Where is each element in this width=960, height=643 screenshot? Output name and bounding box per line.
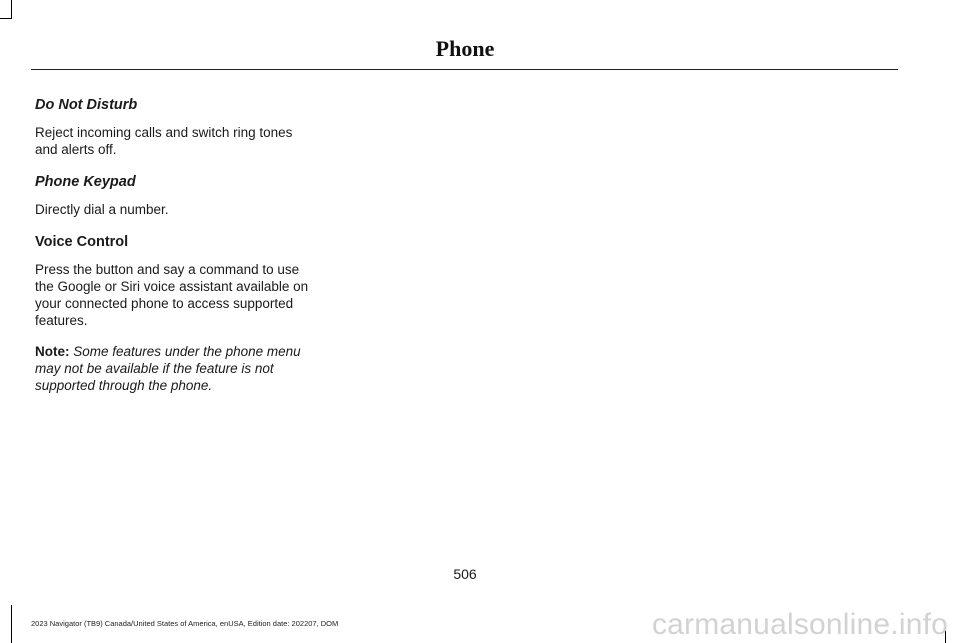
content-column [35,95,315,408]
heading-voice-control: Voice Control [35,234,129,250]
note-label: Note: [35,344,70,359]
page-header-title: Phone [435,36,495,61]
crop-mark-top-left-vertical [11,0,12,18]
note-text: Some features under the phone menu may not be available if the feature is not supported through the phone. [35,344,301,393]
crop-mark-top-left-horizontal [0,18,12,19]
paragraph-voice-control: Press the button and say a command to use the Google or Siri voice assistant available on your connected phone to access supported features. [35,262,309,328]
paragraph-phone-keypad: Directly dial a number. [35,202,169,217]
footer-edition-info: 2023 Navigator (TB9) Canada/United States of America, enUSA, Edition date: 202207, DOM [31,619,339,628]
heading-do-not-disturb: Do Not Disturb [35,97,138,113]
watermark-text: carmanualsonline.info [651,608,948,641]
page-number: 506 [453,566,477,582]
crop-mark-bottom-left-vertical [11,605,12,643]
paragraph-do-not-disturb: Reject incoming calls and switch ring tones and alerts off. [35,125,293,157]
header-rule [31,69,898,70]
note-paragraph [35,343,315,394]
heading-phone-keypad: Phone Keypad [35,174,136,190]
